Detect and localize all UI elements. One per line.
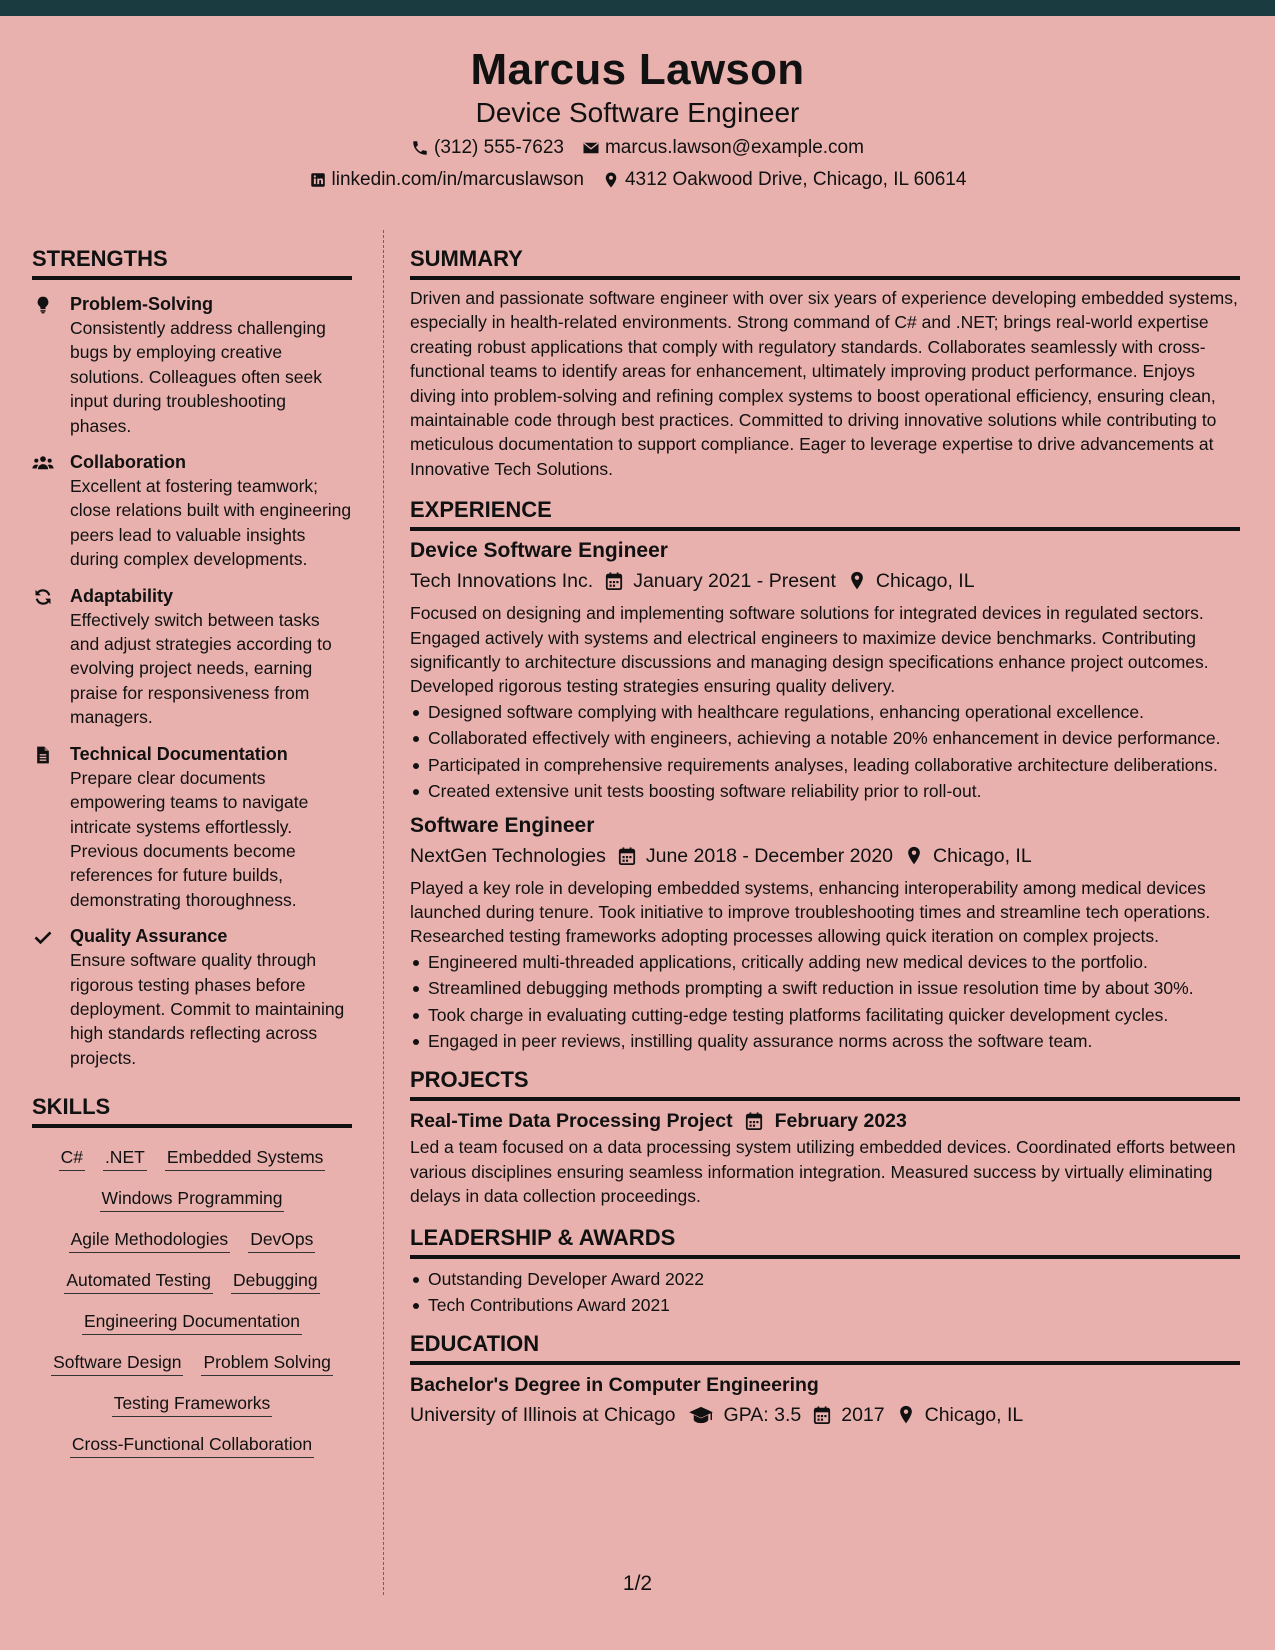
job-location xyxy=(848,567,975,595)
strength-name: Collaboration xyxy=(70,452,186,473)
company-name: Tech Innovations Inc. xyxy=(410,570,594,593)
school-name: University of Illinois at Chicago xyxy=(410,1404,676,1427)
gpa-info xyxy=(688,1401,802,1429)
bullet-item: Engineered multi-threaded applications, critically adding new medical devices to the portfolio. xyxy=(410,950,1240,974)
left-column xyxy=(32,244,352,1458)
location-pin-icon xyxy=(602,171,620,189)
strength-item xyxy=(32,450,352,572)
degree-title: Bachelor's Degree in Computer Engineering xyxy=(410,1374,819,1397)
project-name: Real-Time Data Processing Project xyxy=(410,1110,733,1133)
bullet-item: Streamlined debugging methods prompting a swift reduction in issue resolution time by about 30%. xyxy=(410,976,1240,1000)
bullet-item: Designed software complying with healthcare regulations, enhancing operational excellence. xyxy=(410,700,1240,724)
top-accent-bar xyxy=(0,0,1275,16)
check-icon xyxy=(32,927,54,947)
strength-desc: Ensure software quality through rigorous testing phases before deployment. Commit to maintaining high standards reflecting across projects. xyxy=(70,950,345,1068)
job-bullets xyxy=(410,950,1240,1054)
skill-tag: .NET xyxy=(103,1144,147,1171)
job-meta xyxy=(410,567,1240,595)
strengths-heading: STRENGTHS xyxy=(32,244,352,280)
job-description: Played a key role in developing embedded systems, enhancing interoperability among medical devices launched during tenure. Took initiative to improve troubleshooting times and streamline tech operations. Researched testing frameworks adopting processes allowing quick iteration on complex projects. xyxy=(410,877,1211,947)
calendar-icon xyxy=(813,1405,831,1425)
address-contact xyxy=(602,168,967,192)
graduation-cap-icon xyxy=(688,1405,714,1425)
job-title: Device Software Engineer xyxy=(410,539,668,563)
awards-heading: LEADERSHIP & AWARDS xyxy=(410,1223,1240,1259)
linkedin-contact[interactable] xyxy=(309,168,584,192)
linkedin-url[interactable]: linkedin.com/in/marcuslawson xyxy=(331,169,584,190)
education-heading: EDUCATION xyxy=(410,1329,1240,1365)
skill-tag: Agile Methodologies xyxy=(69,1226,231,1253)
skill-tag: Cross-Functional Collaboration xyxy=(70,1431,314,1458)
job-description: Focused on designing and implementing software solutions for integrated devices in regulated sectors. Engaged actively with systems and electrical engineers to maximize device benchmarks. Contributing significantly to architecture discussions and managing design specifications enhance project outcomes. Developed rigorous testing strategies ensuring quality delivery. xyxy=(410,603,1209,697)
skill-tag: Problem Solving xyxy=(201,1349,332,1376)
project-entry xyxy=(410,1107,1240,1208)
skills-list xyxy=(32,1144,352,1458)
users-icon xyxy=(32,453,54,473)
skill-tag: Software Design xyxy=(51,1349,183,1376)
candidate-title: Device Software Engineer xyxy=(475,97,800,128)
strength-name: Problem-Solving xyxy=(70,294,214,314)
job-entry xyxy=(410,537,1240,803)
skill-tag: Automated Testing xyxy=(64,1267,213,1294)
column-divider xyxy=(383,230,384,1595)
award-item: Tech Contributions Award 2021 xyxy=(410,1293,1240,1317)
job-entry xyxy=(410,812,1240,1054)
email-contact[interactable] xyxy=(582,136,864,160)
location-text: Chicago, IL xyxy=(933,844,1032,867)
bullet-item: Engaged in peer reviews, instilling quality assurance norms across the software team. xyxy=(410,1029,1240,1053)
project-header xyxy=(410,1107,1240,1135)
bullet-item: Created extensive unit tests boosting software reliability prior to roll-out. xyxy=(410,779,1240,803)
envelope-icon xyxy=(582,139,600,157)
location-pin-icon xyxy=(848,571,866,591)
strength-item xyxy=(32,584,352,730)
contact-row-2 xyxy=(0,168,1275,192)
job-location xyxy=(905,842,1032,870)
calendar-icon xyxy=(605,571,623,591)
gpa-text: GPA: 3.5 xyxy=(723,1404,802,1427)
education-meta xyxy=(410,1401,1240,1429)
strength-desc: Consistently address challenging bugs by employing creative solutions. Colleagues often seek input during troubleshooting phases. xyxy=(70,318,326,436)
calendar-icon xyxy=(618,846,636,866)
date-range: January 2021 - Present xyxy=(633,570,836,593)
location-pin-icon xyxy=(905,846,923,866)
experience-heading: EXPERIENCE xyxy=(410,495,1240,531)
calendar-icon xyxy=(745,1111,763,1131)
job-dates xyxy=(618,842,893,870)
job-bullets xyxy=(410,700,1240,804)
project-description: Led a team focused on a data processing system utilizing embedded devices. Coordinated efforts between various disciplines ensuring seamless information integration. Measured success by virtually eliminating delays in data collection proceedings. xyxy=(410,1137,1236,1207)
resume-header xyxy=(0,16,1275,204)
year-text: 2017 xyxy=(841,1404,885,1427)
strength-name: Technical Documentation xyxy=(70,743,288,764)
linkedin-icon xyxy=(309,171,327,189)
skill-tag: DevOps xyxy=(248,1226,315,1253)
strength-name: Adaptability xyxy=(70,585,174,606)
strength-item xyxy=(32,924,352,1070)
summary-text: Driven and passionate software engineer with over six years of experience developing embedded systems, especially in health-related environments. Strong command of C# and .NET; brings real-world expertise creating robust applications that comply with regulatory standards. Collaborates seamlessly with cross-functional teams to identify areas for enhancement, ultimately improving product performance. Enjoys diving into problem-solving and refining complex systems to boost operational efficiency, ensuring clean, maintainable code through best practices. Committed to driving innovative solutions while contributing to meticulous documentation to support compliance. Eager to leverage expertise to drive advancements at Innovative Tech Solutions. xyxy=(410,288,1238,479)
education-location xyxy=(897,1401,1024,1429)
document-icon xyxy=(32,745,54,765)
date-range: June 2018 - December 2020 xyxy=(645,844,894,867)
project-date: February 2023 xyxy=(774,1110,907,1133)
street-address: 4312 Oakwood Drive, Chicago, IL 60614 xyxy=(624,169,967,190)
candidate-name: Marcus Lawson xyxy=(470,45,805,94)
skills-heading: SKILLS xyxy=(32,1092,352,1128)
strength-desc: Effectively switch between tasks and adjust strategies according to evolving project needs, earning praise for responsiveness from managers. xyxy=(70,609,332,728)
location-text: Chicago, IL xyxy=(875,570,975,593)
bullet-item: Took charge in evaluating cutting-edge testing platforms facilitating quicker development cycles. xyxy=(410,1003,1240,1027)
skill-tag: Testing Frameworks xyxy=(112,1390,273,1417)
awards-list xyxy=(410,1267,1240,1318)
right-column xyxy=(410,244,1240,1435)
bullet-item: Participated in comprehensive requirements analyses, leading collaborative architecture deliberations. xyxy=(410,753,1240,777)
projects-heading: PROJECTS xyxy=(410,1065,1240,1101)
phone-number: (312) 555-7623 xyxy=(434,137,564,158)
phone-icon xyxy=(411,139,429,157)
sync-icon xyxy=(32,587,54,607)
skill-tag: Windows Programming xyxy=(100,1185,285,1212)
job-meta xyxy=(410,842,1240,870)
strength-name: Quality Assurance xyxy=(70,926,228,947)
strength-item xyxy=(32,742,352,912)
lightbulb-icon xyxy=(32,295,54,315)
skill-tag: Engineering Documentation xyxy=(82,1308,302,1335)
location-text: Chicago, IL xyxy=(924,1404,1024,1427)
email-address[interactable]: marcus.lawson@example.com xyxy=(604,137,864,158)
bullet-item: Collaborated effectively with engineers, achieving a notable 20% enhancement in device performance. xyxy=(410,726,1240,750)
graduation-year xyxy=(813,1401,884,1429)
location-pin-icon xyxy=(897,1405,915,1425)
job-dates xyxy=(605,567,836,595)
strength-desc: Prepare clear documents empowering teams to navigate intricate systems effortlessly. Previous documents become references for future builds, demonstrating thoroughness. xyxy=(70,767,309,910)
page-number: 1/2 xyxy=(622,1572,653,1595)
job-title: Software Engineer xyxy=(410,813,595,837)
award-item: Outstanding Developer Award 2022 xyxy=(410,1267,1240,1291)
skill-tag: Embedded Systems xyxy=(165,1144,326,1171)
strength-desc: Excellent at fostering teamwork; close relations built with engineering peers lead to valuable insights during complex developments. xyxy=(70,476,352,570)
skill-tag: Debugging xyxy=(231,1267,320,1294)
phone-contact xyxy=(411,136,564,160)
skill-tag: C# xyxy=(59,1144,85,1171)
strength-item xyxy=(32,292,352,438)
summary-heading: SUMMARY xyxy=(410,244,1240,280)
company-name: NextGen Technologies xyxy=(410,844,606,867)
contact-row-1 xyxy=(0,136,1275,160)
